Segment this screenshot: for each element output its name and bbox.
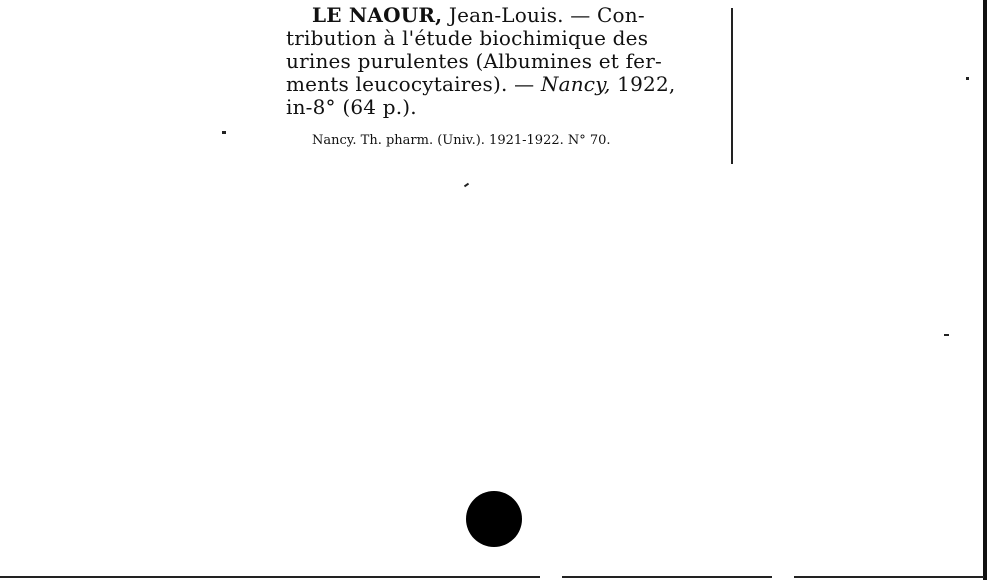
publication-place: Nancy, [540,72,611,96]
entry-line-4-start: ments leucocytaires). — [286,72,541,96]
card-entry [286,4,714,119]
author-given-name: Jean-Louis. — Con- [448,3,645,27]
entry-line-5: in-8° (64 p.). [286,95,417,119]
publication-year: 1922, [610,72,676,96]
author-name: LE NAOUR, [312,3,443,27]
entry-line-1 [286,4,714,27]
thesis-note: Nancy. Th. pharm. (Univ.). 1921-1922. N° 70. [312,133,611,148]
speck-mark [944,334,949,336]
punch-hole [466,491,522,547]
card-right-edge [983,0,987,580]
card-bottom-edge [0,576,540,578]
speck-mark [464,183,469,188]
entry-line-3: urines purulentes (Albumines et fer- [286,49,662,73]
speck-mark [222,131,226,134]
entry-line-4 [286,73,714,96]
card-bottom-edge [562,576,772,578]
card-bottom-edge [794,576,984,578]
card-inner-rule [731,8,733,164]
entry-line-2: tribution à l'étude biochimique des [286,26,649,50]
speck-mark [966,77,969,80]
